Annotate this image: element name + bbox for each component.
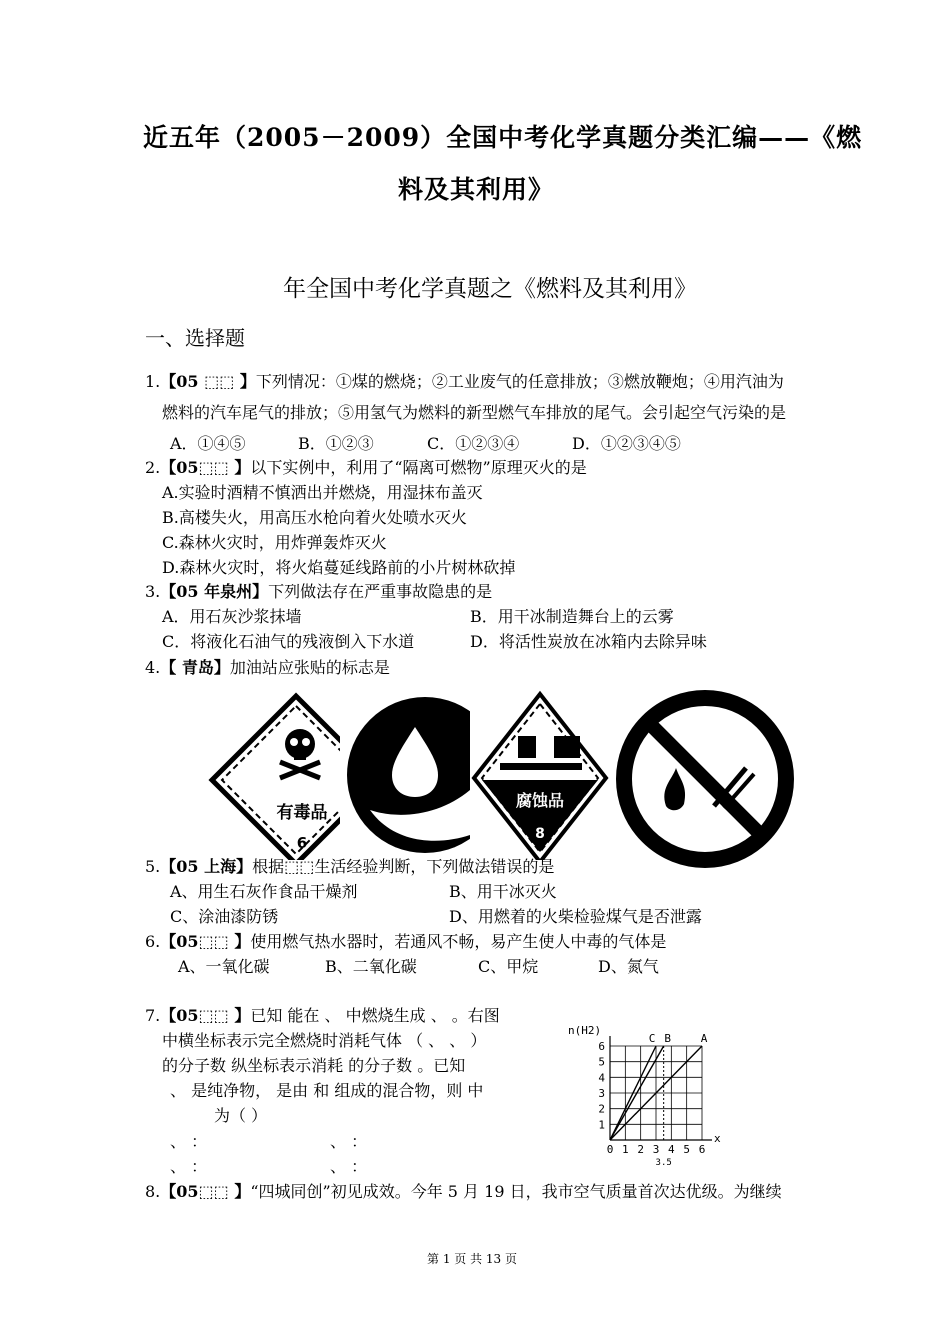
section-heading: 一、选择题 [145,326,245,350]
x-tick-label: 1 [622,1143,629,1156]
q7-option-d: 、 ： [330,1157,368,1176]
document-title-line2: 料及其利用》 [398,175,555,204]
q3-option-c: C．将液化石油气的残液倒入下水道 [162,632,415,651]
x-axis-label: x [714,1132,721,1145]
series-label-C: C [648,1032,656,1045]
q7-option-b: 、 ： [330,1132,368,1151]
q2-option-c: C.森林火灾时，用炸弹轰炸灭火 [162,533,387,552]
q1-option-a: A．①④⑤ [170,434,246,453]
question-1-stem-line2: 燃料的汽车尾气的排放；⑤用氢气为燃料的新型燃气车排放的尾气。会引起空气污染的是 [162,403,787,422]
q5-option-d: D、用燃着的火柴检验煤气是否泄露 [449,907,702,926]
corrosive-sign-number: 8 [535,826,545,842]
q7-line2: 中横坐标表示完全燃烧时消耗气体 （ 、 、 ） [162,1031,487,1050]
y-tick-label: 3 [598,1087,605,1100]
document-title-line1: 近五年（2005－2009）全国中考化学真题分类汇编——《燃 [143,123,863,152]
q6-option-b: B、二氧化碳 [325,957,417,976]
no-fire-sign [614,688,796,870]
q3-option-d: D．将活性炭放在冰箱内去除异味 [470,632,707,651]
x-tick-label: 4 [668,1143,675,1156]
extra-tick-label: 3.5 [655,1158,672,1166]
q5-option-a: A、用生石灰作食品干燥剂 [170,882,358,901]
y-tick-label: 6 [598,1040,605,1053]
y-tick-label: 1 [598,1118,605,1132]
x-tick-label: 3 [652,1143,660,1156]
q2-option-a: A.实验时酒精不慎洒出并燃烧，用湿抹布盖灭 [162,483,483,502]
q7-option-c: 、 ： [170,1157,208,1176]
question-7: 7.【05⬚⬚ 】已知 能在 、 中燃烧生成 、 。右图 [145,1006,500,1025]
question-6: 6.【05⬚⬚ 】使用燃气热水器时，若通风不畅，易产生使人中毒的气体是 [145,932,667,951]
x-tick-label: 5 [683,1143,690,1156]
q5-option-b: B、用干冰灭火 [449,882,557,901]
x-tick-label: 2 [637,1143,644,1156]
q7-line5: 为（ ） [214,1106,268,1125]
q6-option-a: A、一氧化碳 [178,957,270,976]
q1-option-c: C．①②③④ [427,434,520,453]
y-tick-label: 4 [598,1071,605,1085]
x-tick-label: 0 [606,1143,614,1156]
question-1: 1.【05 ⬚⬚ 】下列情况：①煤的燃烧；②工业废气的任意排放；③燃放鞭炮；④用汽油为 [145,372,784,391]
toxic-sign-label: 有毒品 [276,803,328,823]
question-5: 5.【05 上海】根据⬚⬚生活经验判断，下列做法错误的是 [145,857,555,876]
series-label-A: A [700,1032,708,1045]
question-3: 3.【05 年泉州】下列做法存在严重事故隐患的是 [145,582,493,601]
q7-line3: 的分子数 纵坐标表示消耗 的分子数 。已知 [162,1056,466,1075]
q5-option-c: C、涂油漆防锈 [170,907,279,926]
question-4: 4.【 青岛】加油站应张贴的标志是 [145,658,390,677]
document-subtitle: 年全国中考化学真题之《燃料及其利用》 [283,276,697,302]
q7-line4: 、 是纯净物， 是由 和 组成的混合物，则 中 [170,1081,484,1100]
q1-option-d: D．①②③④⑤ [572,434,681,453]
hydrogen-consumption-chart [562,1018,732,1166]
question-8: 8.【05⬚⬚ 】“四城同创”初见成效。今年 5 月 19 日，我市空气质量首次达优级。为继续 [145,1182,782,1201]
y-tick-label: 2 [598,1102,605,1116]
q3-option-a: A．用石灰沙浆抹墙 [162,607,302,626]
q3-option-b: B．用干冰制造舞台上的云雾 [470,607,674,626]
page-footer: 第 1 页 共 13 页 [427,1252,517,1266]
corrosive-sign-label: 腐蚀品 [515,791,565,810]
x-tick-label: 6 [698,1143,706,1156]
q6-option-c: C、甲烷 [478,957,539,976]
corrosive-sign [470,688,610,860]
y-axis-label: n(H2) [568,1024,602,1037]
q1-option-b: B．①②③ [298,434,374,453]
y-tick-label: 5 [598,1055,605,1069]
q6-option-d: D、氮气 [598,957,659,976]
q2-option-b: B.高楼失火，用高压水枪向着火处喷水灭火 [162,508,467,527]
fuel-drop-sign [340,695,470,855]
q2-option-d: D.森林火灾时，将火焰蔓延线路前的小片树林砍掉 [162,558,516,577]
q7-option-a: 、 ： [170,1132,208,1151]
question-2: 2.【05⬚⬚ 】以下实例中，利用了“隔离可燃物”原理灭火的是 [145,458,587,477]
series-label-B: B [664,1032,671,1045]
toxic-sign-number: 6 [296,834,308,852]
toxic-sign [208,688,340,860]
